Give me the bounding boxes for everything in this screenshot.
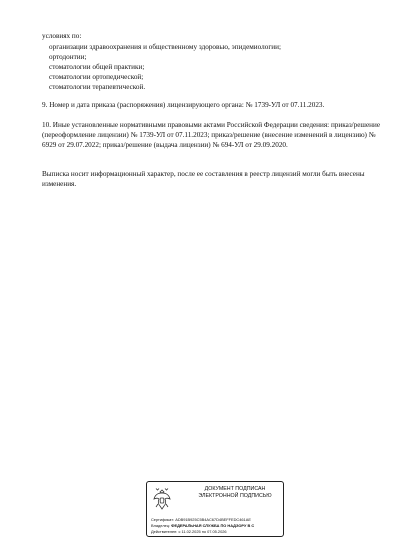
owner-line — [151, 523, 254, 528]
conditions-list — [49, 43, 281, 93]
condition-item: ортодонтии; — [49, 52, 87, 61]
condition-item: стоматологии общей практики; — [49, 62, 145, 71]
condition-item: стоматологии ортопедической; — [49, 72, 144, 81]
certificate-line — [151, 517, 251, 522]
stamp-title-line: ДОКУМЕНТ ПОДПИСАН — [204, 486, 266, 492]
electronic-signature-stamp — [146, 481, 284, 537]
owner-name: ФЕДЕРАЛЬНАЯ СЛУЖБА ПО НАДЗОРУ В С — [171, 523, 255, 528]
validity-line: Действителен: с 11.02.2025 по 07.05.2026 — [151, 529, 227, 534]
conditions-intro: условиях по: — [42, 32, 82, 40]
other-info-item: 10. Иные установленные нормативными правовыми актами Российской Федерации сведения: приказ/решение (переоформление лицензии) № 1739-УЛ от 07.11.2023; приказ/решение (внесение изменений в лицензию) № 6929 от 29.07.2022; приказ/решение (выдача лицензии) № 694-УЛ от 29.09.2020. — [42, 121, 381, 149]
owner-label: Владелец: — [151, 523, 171, 528]
order-number-item: 9. Номер и дата приказа (распоряжения) лицензирующего органа: № 1739-УЛ от 07.11.2023. — [42, 101, 325, 109]
condition-item: стоматологии терапевтической. — [49, 82, 146, 91]
stamp-title — [189, 486, 281, 500]
stamp-title-line: ЭЛЕКТРОННОЙ ПОДПИСЬЮ — [198, 493, 272, 499]
disclaimer-note: Выписка носит информационный характер, после ее составления в реестр лицензий могли быть внесены изменения. — [42, 170, 365, 188]
condition-item: организации здравоохранения и общественному здоровью, эпидемиологии; — [49, 43, 281, 51]
coat-of-arms-icon — [152, 487, 172, 511]
certificate-label: Сертификат: — [151, 517, 175, 522]
certificate-number: ADB91B925C5B4AC67D4BEFFEDC461AE — [175, 517, 251, 522]
